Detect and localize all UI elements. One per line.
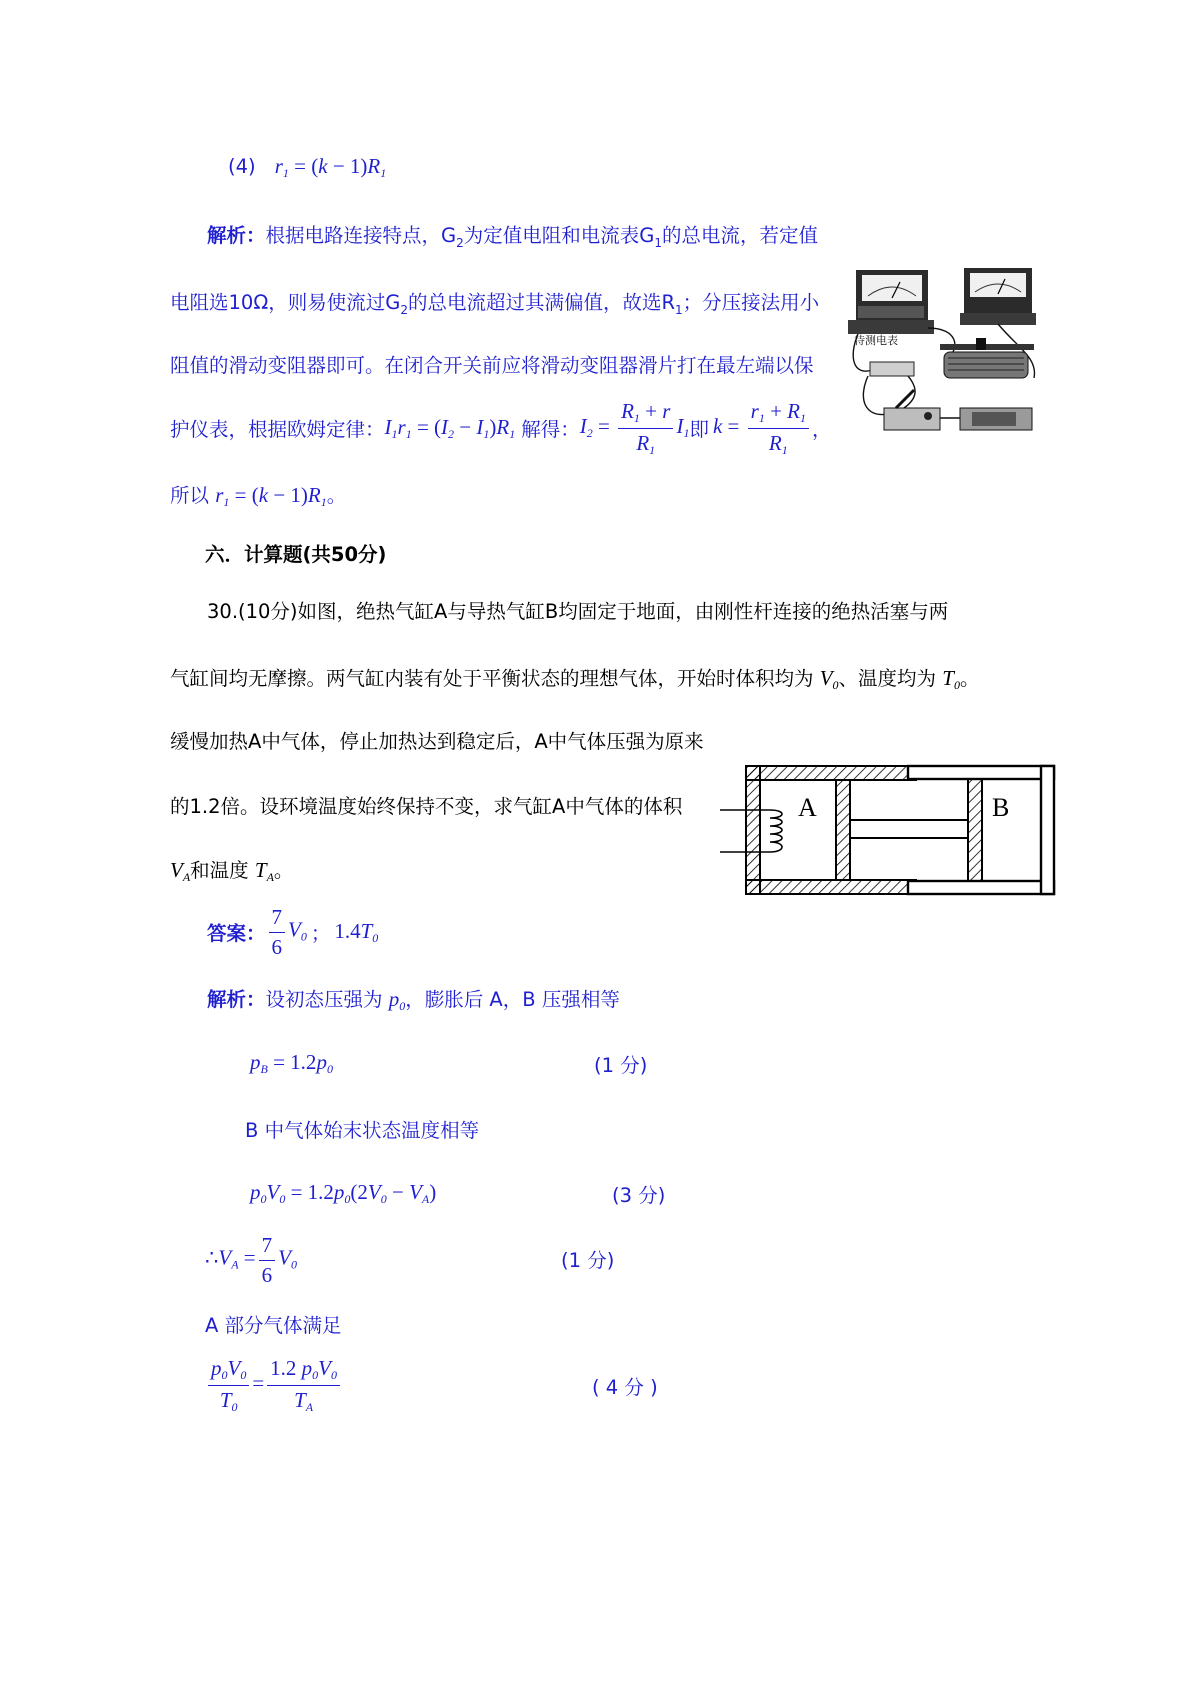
p0-symbol: $p_0$ [388,987,406,1013]
q30-line-4: 的1.2倍。设环境温度始终保持不变，求气缸A中气体的体积 [170,795,683,818]
equation-2-score: (3 分) [612,1184,666,1207]
meter-left [848,270,934,334]
meter-right [960,268,1036,325]
answer-temperature: $1.4T_0$ [334,918,379,945]
piston-b [968,779,982,881]
equation-3-score: (1 分) [561,1249,615,1272]
piston-rod [850,820,968,838]
answer-label: 答案： [207,922,266,945]
photo-label: 待测电表 [854,335,898,347]
equation-3: $\therefore V_A$ = $\frac{7}{6}$ $V_0$ [205,1233,297,1287]
b-constant-text: B 中气体始末状态温度相等 [245,1119,480,1142]
figure-label-b: B [992,793,1010,822]
rheostat [940,338,1034,378]
item-number: (4) [228,155,256,178]
analysis-line-3: 阻值的滑动变阻器即可。在闭合开关前应将滑动变阻器滑片打在最左端以保 [170,354,814,377]
q30-line-3: 缓慢加热A中气体，停止加热达到稳定后，A中气体压强为原来 [170,730,704,753]
cylinder-a [746,766,916,894]
analysis-line-5: 所以 $r_1 = (k - 1)R_1$。 [170,483,347,509]
equation-4: $\frac{p_0V_0}{T_0}$ = $\frac{1.2 p_0V_0}{T_A}$ [205,1356,343,1414]
cylinder-figure [716,758,1060,902]
analysis-line-2: 电阻选10Ω，则易使流过$G_2$的总电流超过其满偏值，故选$R_1$；分压接法用小 [170,291,820,317]
analysis-line-4: 护仪表，根据欧姆定律： $I_1r_1 = (I_2 - I_1)R_1$ 解得： $I_2$ = $\frac{R_1 + r}{R_1}$ $I_1$ 即 k = $\frac{r_1 + R_1}{R_1}$ ， [170,398,832,457]
analysis-line-1: 解析：根据电路连接特点，$G_2$为定值电阻和电流表$G_1$的总电流，若定值 [207,224,819,250]
piston-a [836,780,850,880]
a-part-text: A 部分气体满足 [205,1314,342,1337]
equation-4-score: ( 4 分 ) [592,1376,658,1399]
analysis-label: 解析： [207,224,266,247]
va-symbol: $V_A$ [170,858,191,884]
answer-line: 答案： $\frac{7}{6}$ $V_0$ ； $1.4T_0$ [207,905,379,959]
equation-1-score: (1 分) [594,1054,648,1077]
item4-formula: $r_1 = (k - 1)R_1$ [274,154,387,180]
q30-line-5: $V_A$和温度 $T_A$。 [170,858,294,884]
r1-result-formula: $r_1 = (k - 1)R_1$ [215,483,327,509]
equation-2: $p_0V_0 = 1.2p_0(2V_0 - V_A)$ [250,1180,437,1206]
answer-volume: $\frac{7}{6}$ $V_0$ [266,905,307,958]
t0-symbol: $T_0$ [942,666,960,692]
equation-1: $p_B = 1.2p_0$ [250,1050,333,1076]
section6-heading: 六．计算题(共50分) [205,543,387,566]
circuit-photo [848,258,1042,440]
analysis-label: 解析： [207,988,266,1011]
v0-symbol: $V_0$ [819,666,839,692]
solution-intro: 解析：设初态压强为 $p_0$，膨胀后 A，B 压强相等 [207,987,620,1013]
k-formula: k = $\frac{r_1 + R_1}{R_1}$ [713,399,812,458]
q30-line-1: 30.(10分)如图，绝热气缸A与导热气缸B均固定于地面，由刚性杆连接的绝热活塞与两 [207,600,949,623]
i2-formula: $I_2$ = $\frac{R_1 + r}{R_1}$ $I_1$ [579,398,690,457]
figure-label-a: A [798,793,817,822]
ohm-law-formula: $I_1r_1 = (I_2 - I_1)R_1$ [384,414,516,441]
q30-line-2: 气缸间均无摩擦。两气缸内装有处于平衡状态的理想气体，开始时体积均为 $V_0$、温度均为 $T_0$。 [170,666,980,692]
item-4 [228,154,386,181]
ta-symbol: $T_A$ [254,858,274,884]
